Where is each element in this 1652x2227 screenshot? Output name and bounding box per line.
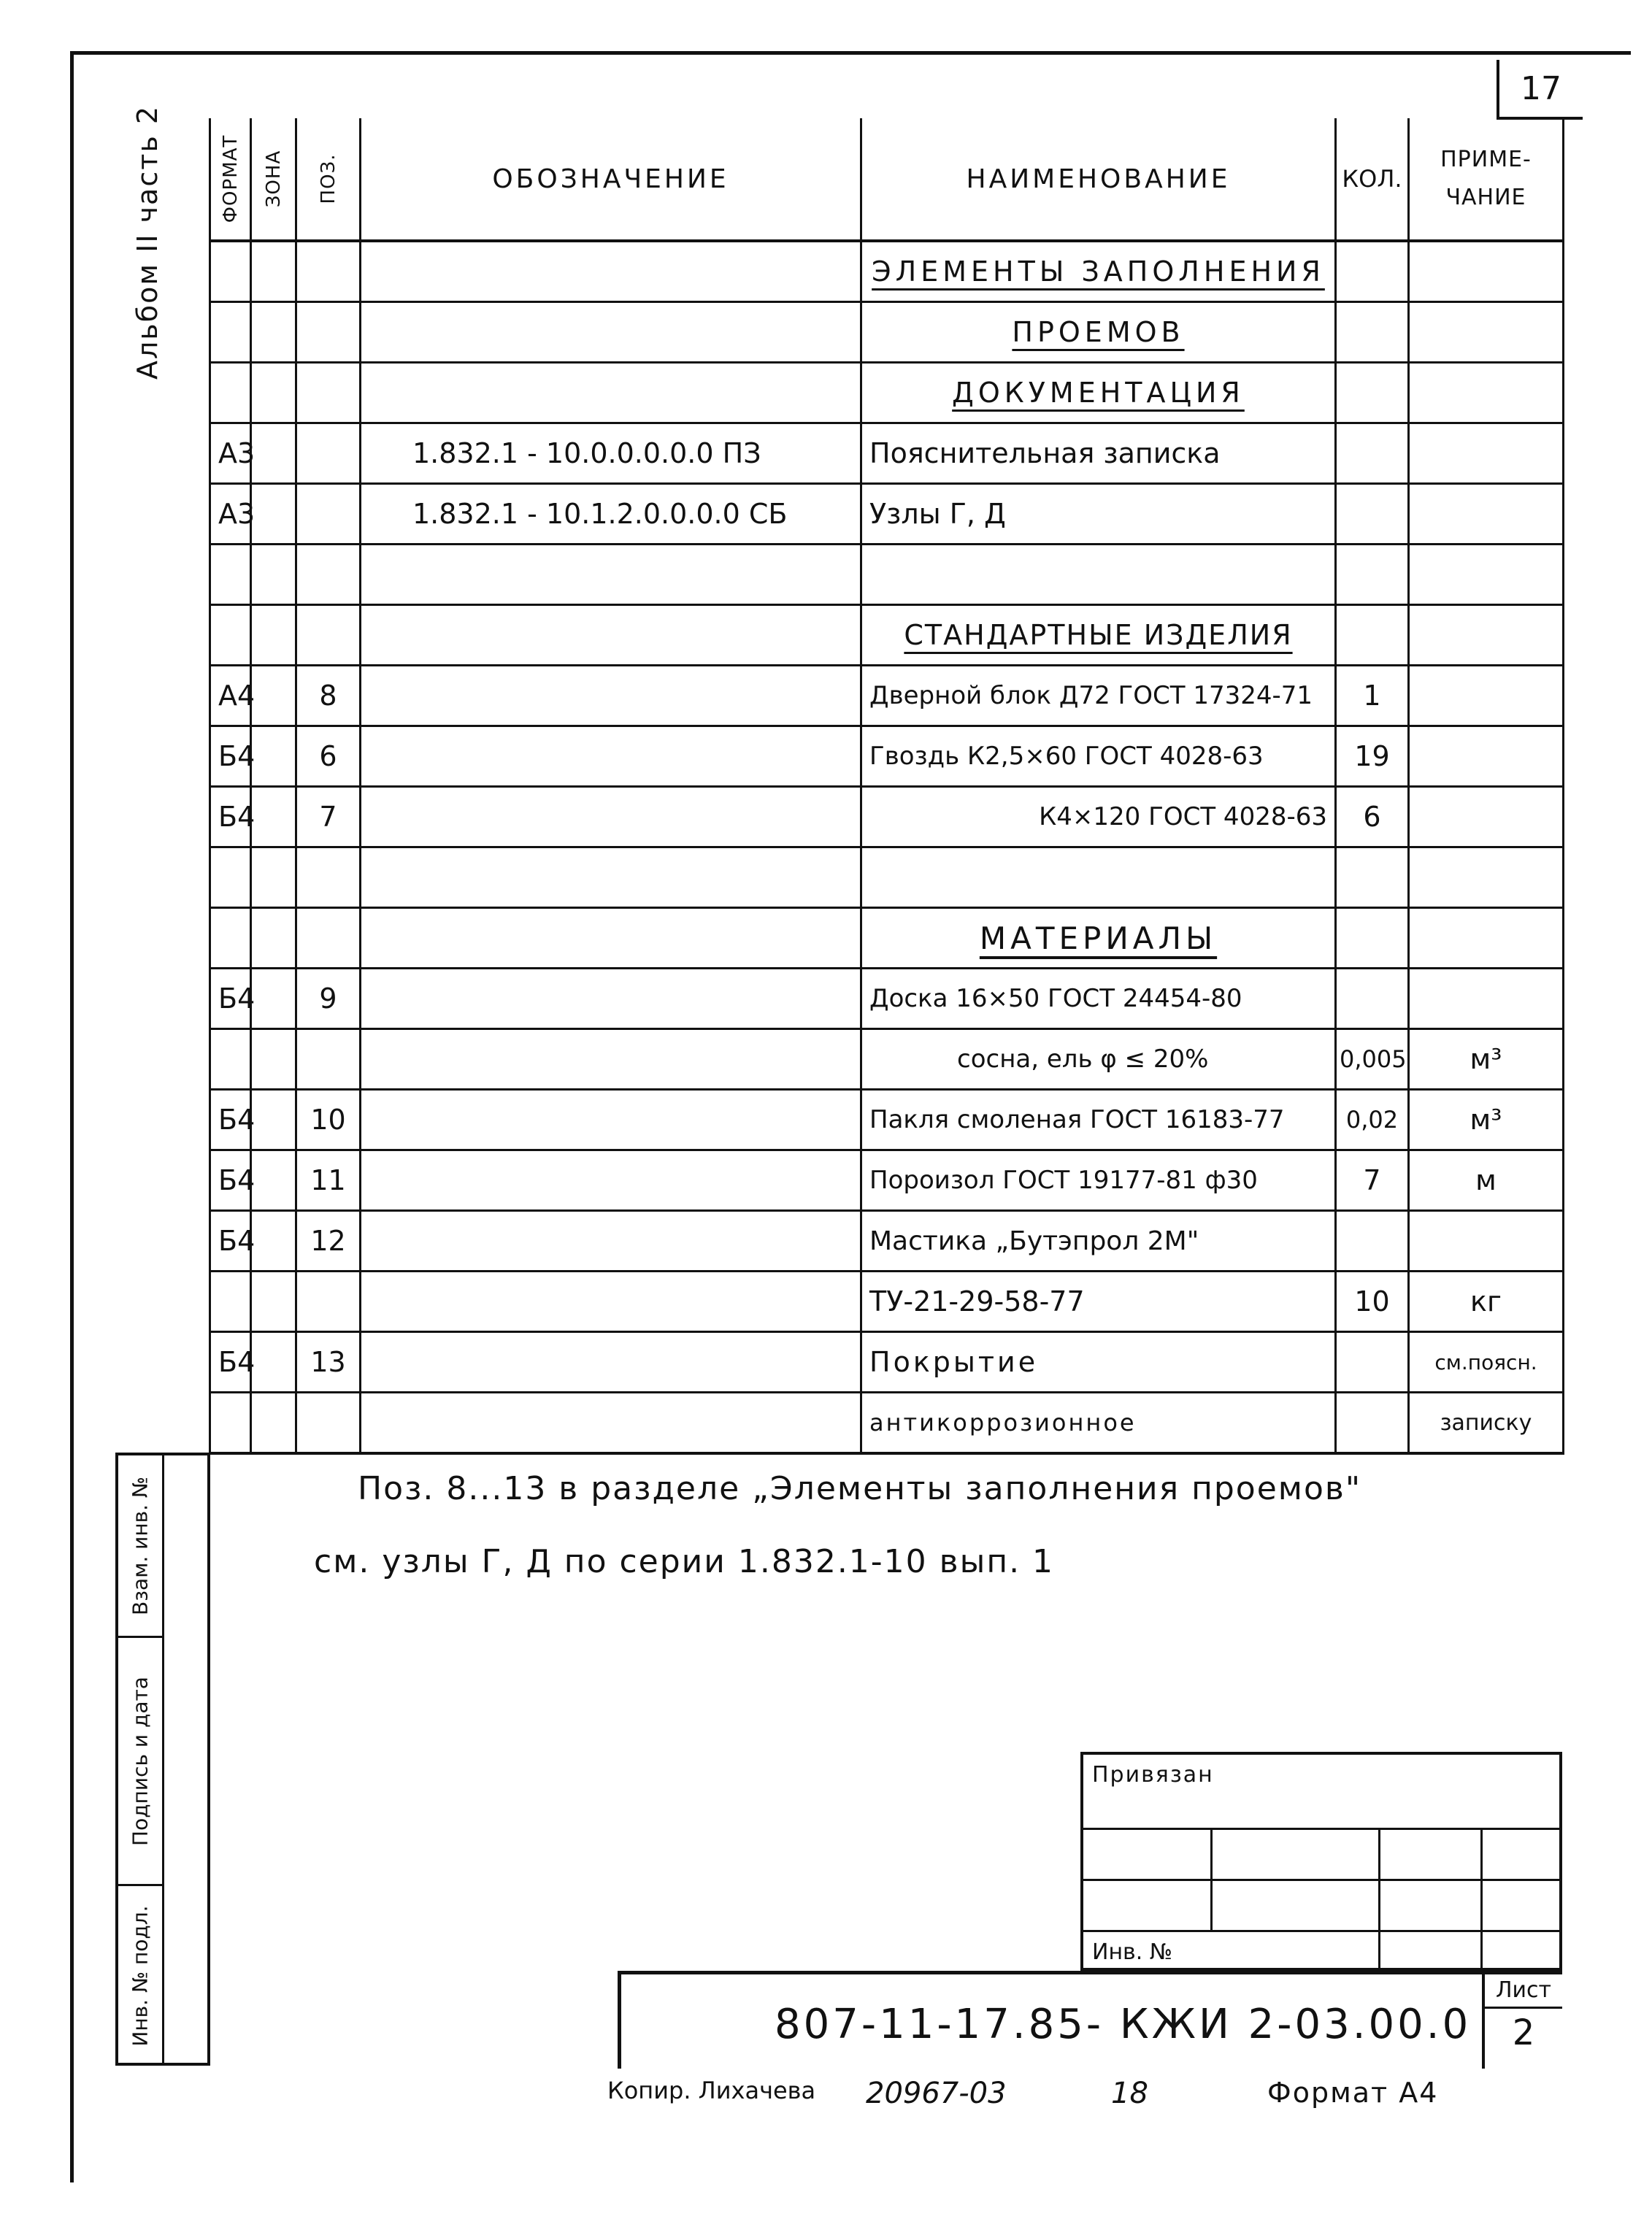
header-note: ПРИМЕ-ЧАНИЕ xyxy=(1409,118,1564,241)
reference-note-line2: см. узлы Г, Д по серии 1.832.1-10 вып. 1 xyxy=(314,1543,1055,1580)
table-row xyxy=(210,847,1564,908)
reference-note xyxy=(314,1453,1482,1599)
table-header-row xyxy=(210,118,1564,241)
side-stamp-inv-podl: Инв. № подл. xyxy=(128,1905,153,2047)
sheet-label: Лист xyxy=(1485,1974,1562,2009)
table-row: антикоррозионное записку xyxy=(210,1393,1564,1454)
specification-table xyxy=(209,118,1564,1455)
footer-format: Формат А4 xyxy=(1267,2077,1439,2109)
table-row: ЭЛЕМЕНТЫ ЗАПОЛНЕНИЯ xyxy=(210,241,1564,302)
side-stamp-vzam: Взам. инв. № xyxy=(118,1455,162,1638)
inventory-label: Инв. № xyxy=(1092,1939,1173,1965)
table-row xyxy=(210,545,1564,605)
table-row: А3 1.832.1 - 10.0.0.0.0.0 ПЗ Пояснительная записка xyxy=(210,423,1564,484)
header-zone: ЗОНА xyxy=(251,118,296,241)
side-stamp-podpis: Подпись и дата xyxy=(118,1638,162,1886)
footer-number: 18 xyxy=(1111,2077,1148,2110)
header-qty: КОЛ. xyxy=(1336,118,1409,241)
table-row: ДОКУМЕНТАЦИЯ xyxy=(210,363,1564,423)
reference-note-line1: Поз. 8...13 в разделе „Элементы заполнения проемов" xyxy=(358,1470,1362,1507)
table-row: ТУ-21-29-58-77 10 кг xyxy=(210,1272,1564,1332)
sheet-box xyxy=(1482,1974,1562,2069)
binding-label: Привязан xyxy=(1092,1762,1214,1788)
header-name: НАИМЕНОВАНИЕ xyxy=(861,118,1336,241)
table-row: СТАНДАРТНЫЕ ИЗДЕЛИЯ xyxy=(210,605,1564,666)
table-row: А3 1.832.1 - 10.1.2.0.0.0.0 СБ Узлы Г, Д xyxy=(210,484,1564,545)
table-row: Б4 6 Гвоздь К2,5×60 ГОСТ 4028-63 19 xyxy=(210,726,1564,787)
table-row: Б4 13 Покрытие см.поясн. xyxy=(210,1332,1564,1393)
header-pos: ПОЗ. xyxy=(296,118,361,241)
title-block xyxy=(618,1971,1562,2069)
table-row: МАТЕРИАЛЫ xyxy=(210,908,1564,969)
table-row: А4 8 Дверной блок Д72 ГОСТ 17324-71 1 xyxy=(210,666,1564,726)
table-row: сосна, ель φ ≤ 20% 0,005 м³ xyxy=(210,1029,1564,1090)
binding-stamp xyxy=(1080,1752,1562,1971)
table-row: Б4 9 Доска 16×50 ГОСТ 24454-80 xyxy=(210,969,1564,1029)
table-row: Б4 12 Мастика „Бутэпрол 2М" xyxy=(210,1211,1564,1272)
table-row: Б4 7 К4×120 ГОСТ 4028-63 6 xyxy=(210,787,1564,847)
header-designation: ОБОЗНАЧЕНИЕ xyxy=(361,118,861,241)
footer-order: 20967-03 xyxy=(866,2077,1007,2110)
table-row: ПРОЕМОВ xyxy=(210,302,1564,363)
page-number: 17 xyxy=(1497,60,1583,120)
table-row: Б4 11 Пороизол ГОСТ 19177-81 ф30 7 м xyxy=(210,1150,1564,1211)
header-format: ФОРМАТ xyxy=(210,118,251,241)
side-stamp xyxy=(115,1453,210,2066)
document-code: 807-11-17.85- КЖИ 2-03.00.0 xyxy=(775,2001,1472,2048)
table-row: Б4 10 Пакля смоленая ГОСТ 16183-77 0,02 м³ xyxy=(210,1090,1564,1150)
sheet-number: 2 xyxy=(1512,2012,1535,2053)
footer-copier: Копир. Лихачева xyxy=(607,2077,816,2104)
spine-title: Альбом II часть 2 xyxy=(131,104,164,380)
